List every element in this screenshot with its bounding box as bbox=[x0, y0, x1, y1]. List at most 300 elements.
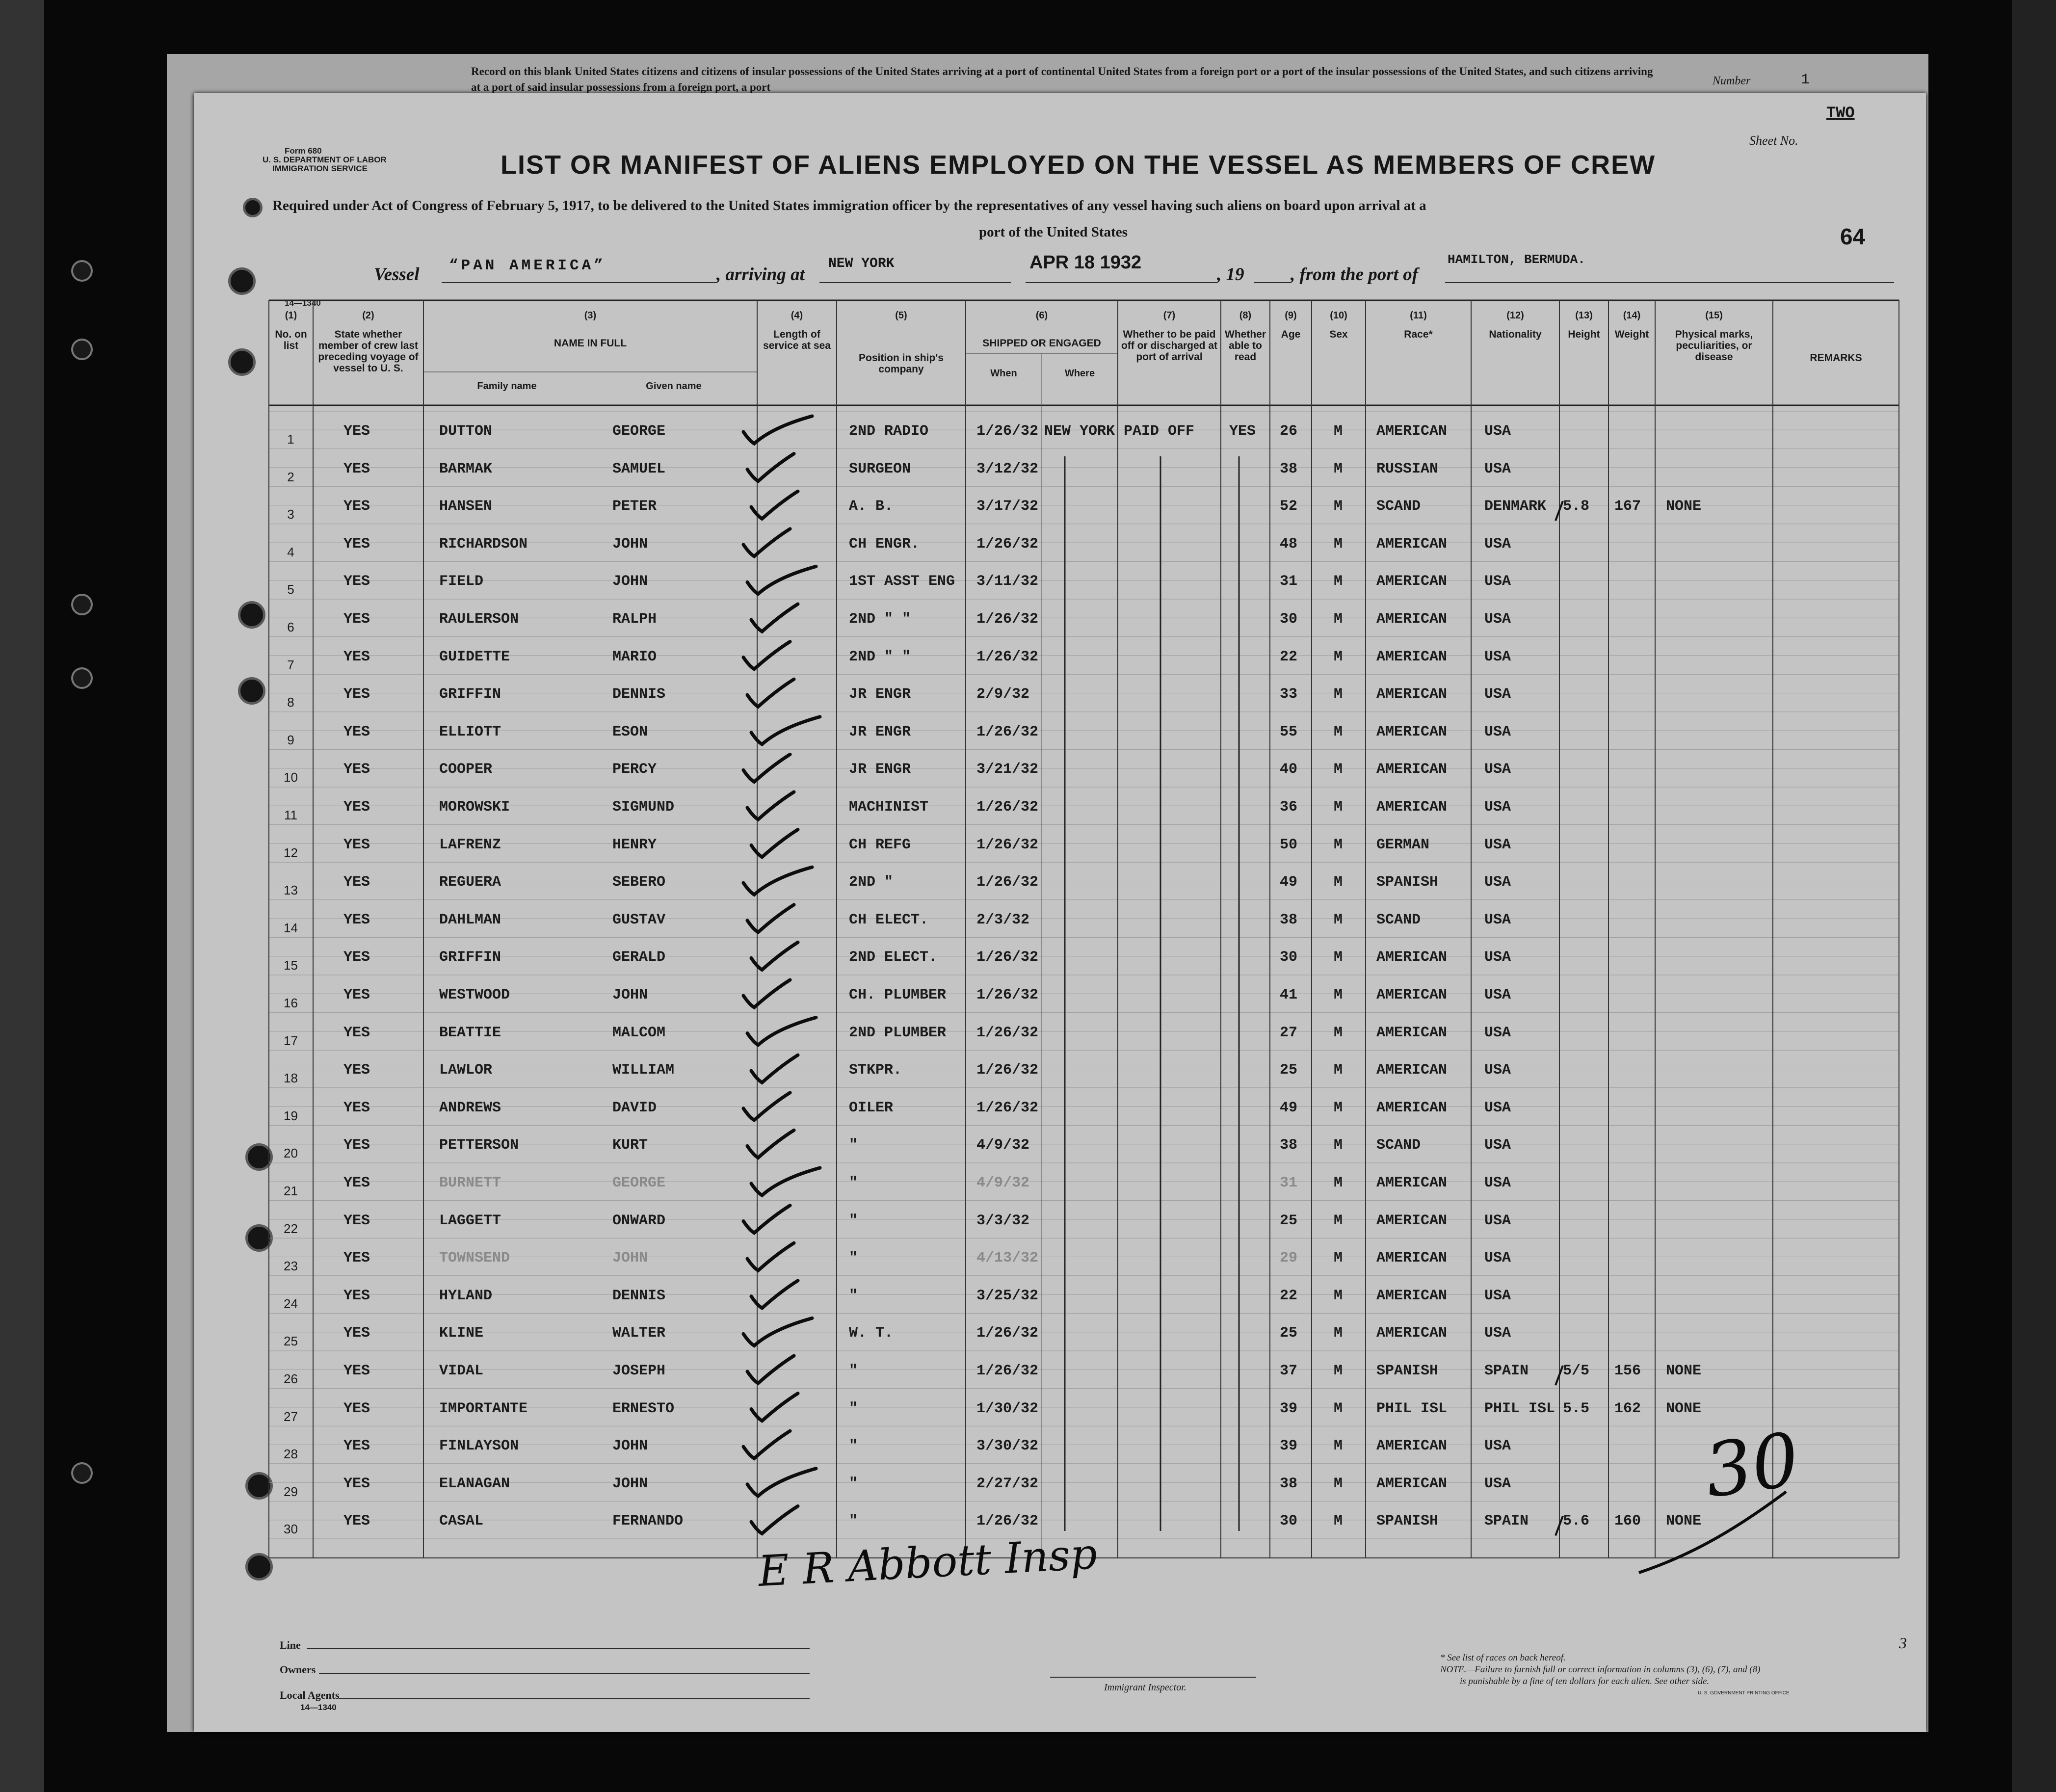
family-name: HANSEN bbox=[439, 498, 493, 515]
given-name: KURT bbox=[612, 1137, 648, 1154]
footer-line-label: Line bbox=[280, 1639, 301, 1651]
sex: M bbox=[1334, 874, 1343, 891]
shipped-when: 3/11/32 bbox=[976, 573, 1039, 590]
column-number: (7) bbox=[1163, 310, 1176, 321]
given-name: ESON bbox=[612, 723, 648, 740]
row-number: 16 bbox=[284, 996, 298, 1010]
row-number: 29 bbox=[284, 1484, 298, 1499]
sex: M bbox=[1334, 1250, 1343, 1267]
given-name: DENNIS bbox=[612, 1287, 666, 1304]
sex: M bbox=[1334, 949, 1343, 966]
nationality: USA bbox=[1484, 1137, 1511, 1154]
column-subheader: Given name bbox=[646, 381, 702, 392]
family-name: MOROWSKI bbox=[439, 799, 510, 816]
given-name: JOHN bbox=[612, 535, 648, 553]
position: 2ND " " bbox=[849, 611, 911, 628]
height: 5.6 bbox=[1563, 1513, 1590, 1530]
shipped-when: 1/26/32 bbox=[976, 987, 1039, 1003]
given-name: HENRY bbox=[612, 836, 657, 853]
shipped-when: 1/26/32 bbox=[976, 1363, 1039, 1379]
nationality: PHIL ISL bbox=[1484, 1400, 1555, 1417]
sex: M bbox=[1334, 911, 1343, 928]
given-name: PERCY bbox=[612, 761, 657, 778]
shipped-when: 1/26/32 bbox=[976, 611, 1039, 628]
from-port-label: , from the port of bbox=[1291, 264, 1419, 285]
nationality: USA bbox=[1484, 799, 1511, 816]
row-number: 8 bbox=[287, 695, 294, 710]
form-code: 14—1340 bbox=[285, 298, 321, 308]
race: AMERICAN bbox=[1376, 686, 1448, 703]
given-name: SIGMUND bbox=[612, 799, 675, 816]
row-number: 5 bbox=[287, 582, 294, 597]
column-number: (4) bbox=[791, 310, 803, 321]
previous-voyage: YES bbox=[343, 1438, 370, 1455]
position: " bbox=[849, 1137, 858, 1154]
age: 39 bbox=[1280, 1400, 1298, 1417]
column-subheader: Family name bbox=[477, 381, 537, 392]
sex: M bbox=[1334, 1062, 1343, 1079]
family-name: VIDAL bbox=[439, 1363, 484, 1379]
previous-voyage: YES bbox=[343, 686, 370, 703]
shipped-when: 3/25/32 bbox=[976, 1287, 1039, 1304]
column-number: (8) bbox=[1239, 310, 1252, 321]
shipped-when: 3/17/32 bbox=[976, 498, 1039, 515]
race: AMERICAN bbox=[1376, 761, 1448, 778]
shipped-when: 1/26/32 bbox=[976, 648, 1039, 665]
family-name: FIELD bbox=[439, 573, 484, 590]
position: CH. PLUMBER bbox=[849, 987, 947, 1003]
age: 31 bbox=[1280, 1175, 1298, 1191]
penalty-note-2: is punishable by a fine of ten dollars for each alien. See other side. bbox=[1460, 1676, 1710, 1687]
row-number: 3 bbox=[287, 507, 294, 522]
race: AMERICAN bbox=[1376, 611, 1448, 628]
sex: M bbox=[1334, 1400, 1343, 1417]
age: 50 bbox=[1280, 836, 1298, 853]
race: AMERICAN bbox=[1376, 1250, 1448, 1267]
age: 48 bbox=[1280, 535, 1298, 553]
position: OILER bbox=[849, 1099, 894, 1116]
sex: M bbox=[1334, 723, 1343, 740]
given-name: JOSEPH bbox=[612, 1363, 666, 1379]
sex: M bbox=[1334, 799, 1343, 816]
sheet-number-label: Sheet No. bbox=[1749, 133, 1798, 148]
back-sheet-number-value: 1 bbox=[1801, 72, 1810, 88]
shipped-when: 1/26/32 bbox=[976, 1099, 1039, 1116]
previous-voyage: YES bbox=[343, 761, 370, 778]
column-number: (14) bbox=[1623, 310, 1641, 321]
position: " bbox=[849, 1250, 858, 1267]
sex: M bbox=[1334, 460, 1343, 477]
row-number: 10 bbox=[284, 770, 298, 785]
race: AMERICAN bbox=[1376, 573, 1448, 590]
footer-owners-label: Owners bbox=[280, 1663, 316, 1676]
age: 29 bbox=[1280, 1250, 1298, 1267]
corner-mark: 3 bbox=[1899, 1634, 1907, 1652]
family-name: DAHLMAN bbox=[439, 911, 501, 928]
previous-voyage: YES bbox=[343, 1250, 370, 1267]
previous-voyage: YES bbox=[343, 1363, 370, 1379]
nationality: USA bbox=[1484, 1212, 1511, 1229]
sex: M bbox=[1334, 1438, 1343, 1455]
row-number: 18 bbox=[284, 1071, 298, 1086]
back-sheet-record-note: Record on this blank United States citizens and citizens of insular possessions of the United States arriving at a port of continental United States from a foreign port or a port of the insular possessions of the United States, and such citizens arriving at a port of said insular possessions from a foreign port, a port bbox=[471, 65, 1653, 93]
shipped-when: 1/30/32 bbox=[976, 1400, 1039, 1417]
previous-voyage: YES bbox=[343, 1024, 370, 1041]
age: 49 bbox=[1280, 874, 1298, 891]
position: MACHINIST bbox=[849, 799, 929, 816]
column-header: Nationality bbox=[1489, 329, 1542, 340]
row-number: 22 bbox=[284, 1221, 298, 1236]
previous-voyage: YES bbox=[343, 1175, 370, 1191]
height: 5/5 bbox=[1563, 1363, 1590, 1379]
age: 30 bbox=[1280, 611, 1298, 628]
row-number: 17 bbox=[284, 1033, 298, 1048]
race: AMERICAN bbox=[1376, 723, 1448, 740]
previous-voyage: YES bbox=[343, 1513, 370, 1530]
paid-off: PAID OFF bbox=[1124, 423, 1195, 440]
family-name: BARMAK bbox=[439, 460, 493, 477]
immigrant-inspector-label: Immigrant Inspector. bbox=[1104, 1682, 1186, 1693]
row-number: 30 bbox=[284, 1522, 298, 1537]
nationality: USA bbox=[1484, 1325, 1511, 1342]
position: 2ND " " bbox=[849, 648, 911, 665]
shipped-when: 3/21/32 bbox=[976, 761, 1039, 778]
race: RUSSIAN bbox=[1376, 460, 1439, 477]
vessel-name: “PAN AMERICA” bbox=[449, 257, 606, 274]
shipped-when: 2/3/32 bbox=[976, 911, 1030, 928]
age: 31 bbox=[1280, 573, 1298, 590]
race: GERMAN bbox=[1376, 836, 1430, 853]
row-number: 7 bbox=[287, 657, 294, 672]
sex: M bbox=[1334, 535, 1343, 553]
shipped-when: 4/9/32 bbox=[976, 1175, 1030, 1191]
previous-voyage: YES bbox=[343, 1099, 370, 1116]
race: AMERICAN bbox=[1376, 1024, 1448, 1041]
nationality: USA bbox=[1484, 911, 1511, 928]
race: AMERICAN bbox=[1376, 799, 1448, 816]
races-note: * See list of races on back hereof. bbox=[1440, 1653, 1566, 1663]
given-name: GUSTAV bbox=[612, 911, 666, 928]
family-name: RICHARDSON bbox=[439, 535, 528, 553]
position: " bbox=[849, 1438, 858, 1455]
given-name: DAVID bbox=[612, 1099, 657, 1116]
position: 1ST ASST ENG bbox=[849, 573, 955, 590]
nationality: USA bbox=[1484, 460, 1511, 477]
given-name: MALCOM bbox=[612, 1024, 666, 1041]
column-header: Whether able to read bbox=[1225, 329, 1266, 363]
family-name: CASAL bbox=[439, 1513, 484, 1530]
sex: M bbox=[1334, 1287, 1343, 1304]
sex: M bbox=[1334, 1513, 1343, 1530]
form-subtitle-2: port of the United States bbox=[979, 224, 1128, 240]
sex: M bbox=[1334, 498, 1343, 515]
previous-voyage: YES bbox=[343, 1475, 370, 1492]
position: JR ENGR bbox=[849, 723, 911, 740]
previous-voyage: YES bbox=[343, 987, 370, 1003]
footer-code: 14—1340 bbox=[300, 1703, 337, 1712]
departure-port: HAMILTON, BERMUDA. bbox=[1448, 252, 1585, 267]
nationality: USA bbox=[1484, 686, 1511, 703]
column-header: Position in ship's company bbox=[858, 352, 944, 375]
age: 40 bbox=[1280, 761, 1298, 778]
age: 38 bbox=[1280, 1475, 1298, 1492]
given-name: WILLIAM bbox=[612, 1062, 675, 1079]
column-number: (10) bbox=[1330, 310, 1347, 321]
footer-agents-label: Local Agents bbox=[280, 1689, 340, 1701]
position: CH ENGR. bbox=[849, 535, 920, 553]
race: AMERICAN bbox=[1376, 1438, 1448, 1455]
nationality: SPAIN bbox=[1484, 1513, 1529, 1530]
shipped-when: 1/26/32 bbox=[976, 949, 1039, 966]
position: 2ND ELECT. bbox=[849, 949, 938, 966]
position: A. B. bbox=[849, 498, 894, 515]
race: AMERICAN bbox=[1376, 949, 1448, 966]
position: " bbox=[849, 1475, 858, 1492]
nationality: USA bbox=[1484, 987, 1511, 1003]
given-name: JOHN bbox=[612, 1438, 648, 1455]
age: 38 bbox=[1280, 1137, 1298, 1154]
column-number: (13) bbox=[1575, 310, 1593, 321]
age: 38 bbox=[1280, 460, 1298, 477]
nationality: USA bbox=[1484, 535, 1511, 553]
sex: M bbox=[1334, 1363, 1343, 1379]
position: 2ND PLUMBER bbox=[849, 1024, 947, 1041]
race: SPANISH bbox=[1376, 874, 1439, 891]
position: JR ENGR bbox=[849, 761, 911, 778]
nationality: USA bbox=[1484, 1062, 1511, 1079]
nationality: USA bbox=[1484, 611, 1511, 628]
page-number: 64 bbox=[1840, 224, 1866, 249]
shipped-when: 3/30/32 bbox=[976, 1438, 1039, 1455]
family-name: FINLAYSON bbox=[439, 1438, 519, 1455]
shipped-when: 4/13/32 bbox=[976, 1250, 1039, 1267]
age: 22 bbox=[1280, 1287, 1298, 1304]
able-to-read: YES bbox=[1229, 423, 1256, 440]
family-name: GRIFFIN bbox=[439, 686, 501, 703]
row-number: 20 bbox=[284, 1146, 298, 1161]
sex: M bbox=[1334, 573, 1343, 590]
nationality: USA bbox=[1484, 573, 1511, 590]
given-name: GEORGE bbox=[612, 1175, 666, 1191]
family-name: DUTTON bbox=[439, 423, 493, 440]
previous-voyage: YES bbox=[343, 611, 370, 628]
row-number: 1 bbox=[287, 432, 294, 447]
shipped-when: 1/26/32 bbox=[976, 723, 1039, 740]
sex: M bbox=[1334, 1475, 1343, 1492]
sex: M bbox=[1334, 611, 1343, 628]
race: AMERICAN bbox=[1376, 1062, 1448, 1079]
row-number: 27 bbox=[284, 1409, 298, 1424]
column-header: Height bbox=[1568, 329, 1600, 340]
shipped-when: 1/26/32 bbox=[976, 1325, 1039, 1342]
family-name: GUIDETTE bbox=[439, 648, 510, 665]
column-subheader: Where bbox=[1064, 368, 1095, 379]
arrival-date-stamp: APR 18 1932 bbox=[1029, 252, 1142, 273]
weight: 156 bbox=[1614, 1363, 1641, 1379]
given-name: JOHN bbox=[612, 987, 648, 1003]
column-subheader: When bbox=[990, 368, 1017, 379]
previous-voyage: YES bbox=[343, 1325, 370, 1342]
race: AMERICAN bbox=[1376, 1212, 1448, 1229]
previous-voyage: YES bbox=[343, 949, 370, 966]
penalty-note: NOTE.—Failure to furnish full or correct information in columns (3), (6), (7), and (8) bbox=[1440, 1664, 1761, 1675]
tally-mark: 30 bbox=[1699, 1417, 1805, 1515]
age: 25 bbox=[1280, 1062, 1298, 1079]
column-header: State whether member of crew last preceding voyage of vessel to U. S. bbox=[318, 329, 419, 374]
previous-voyage: YES bbox=[343, 1212, 370, 1229]
nationality: USA bbox=[1484, 1024, 1511, 1041]
previous-voyage: YES bbox=[343, 573, 370, 590]
shipped-when: 1/26/32 bbox=[976, 535, 1039, 553]
sex: M bbox=[1334, 648, 1343, 665]
row-number: 23 bbox=[284, 1259, 298, 1274]
sex: M bbox=[1334, 423, 1343, 440]
physical-marks: NONE bbox=[1666, 498, 1702, 515]
given-name: ONWARD bbox=[612, 1212, 666, 1229]
family-name: REGUERA bbox=[439, 874, 501, 891]
back-sheet-number-label: Number bbox=[1713, 75, 1751, 87]
given-name: MARIO bbox=[612, 648, 657, 665]
position: W. T. bbox=[849, 1325, 894, 1342]
sex: M bbox=[1334, 761, 1343, 778]
family-name: HYLAND bbox=[439, 1287, 493, 1304]
given-name: DENNIS bbox=[612, 686, 666, 703]
family-name: RAULERSON bbox=[439, 611, 519, 628]
vessel-label: Vessel bbox=[374, 264, 420, 285]
race: AMERICAN bbox=[1376, 648, 1448, 665]
form-subtitle: Required under Act of Congress of February 5, 1917, to be delivered to the United States immigration officer by the representatives of any vessel having such aliens on board upon arrival at a bbox=[272, 198, 1426, 213]
column-header: Weight bbox=[1614, 329, 1649, 340]
nationality: USA bbox=[1484, 1287, 1511, 1304]
year-label: , 19 bbox=[1217, 264, 1244, 285]
previous-voyage: YES bbox=[343, 423, 370, 440]
family-name: COOPER bbox=[439, 761, 493, 778]
previous-voyage: YES bbox=[343, 535, 370, 553]
shipped-when: 1/26/32 bbox=[976, 799, 1039, 816]
age: 52 bbox=[1280, 498, 1298, 515]
previous-voyage: YES bbox=[343, 648, 370, 665]
sex: M bbox=[1334, 1137, 1343, 1154]
race: SCAND bbox=[1376, 1137, 1421, 1154]
nationality: SPAIN bbox=[1484, 1363, 1529, 1379]
shipped-when: 3/3/32 bbox=[976, 1212, 1030, 1229]
race: SCAND bbox=[1376, 498, 1421, 515]
column-number: (12) bbox=[1506, 310, 1524, 321]
column-number: (11) bbox=[1410, 310, 1427, 321]
sex: M bbox=[1334, 836, 1343, 853]
position: " bbox=[849, 1212, 858, 1229]
family-name: LAGGETT bbox=[439, 1212, 501, 1229]
nationality: USA bbox=[1484, 1438, 1511, 1455]
arrival-port: NEW YORK bbox=[828, 256, 895, 271]
column-number: (3) bbox=[584, 310, 597, 321]
column-number: (1) bbox=[285, 310, 297, 321]
age: 30 bbox=[1280, 949, 1298, 966]
row-number: 24 bbox=[284, 1296, 298, 1311]
column-header: Whether to be paid off or discharged at port of arrival bbox=[1121, 329, 1218, 363]
nationality: USA bbox=[1484, 423, 1511, 440]
position: 2ND " bbox=[849, 874, 894, 891]
height: 5.8 bbox=[1563, 498, 1590, 515]
column-header: Length of service at sea bbox=[763, 329, 831, 351]
position: CH ELECT. bbox=[849, 911, 929, 928]
family-name: GRIFFIN bbox=[439, 949, 501, 966]
form-department: U. S. DEPARTMENT OF LABOR bbox=[263, 155, 387, 164]
race: AMERICAN bbox=[1376, 535, 1448, 553]
position: " bbox=[849, 1513, 858, 1530]
column-number: (6) bbox=[1035, 310, 1048, 321]
given-name: PETER bbox=[612, 498, 657, 515]
nationality: USA bbox=[1484, 648, 1511, 665]
previous-voyage: YES bbox=[343, 799, 370, 816]
shipped-when: 1/26/32 bbox=[976, 1062, 1039, 1079]
sheet-number-value: TWO bbox=[1826, 104, 1855, 122]
race: AMERICAN bbox=[1376, 1475, 1448, 1492]
shipped-when: 2/27/32 bbox=[976, 1475, 1039, 1492]
sex: M bbox=[1334, 987, 1343, 1003]
race: PHIL ISL bbox=[1376, 1400, 1448, 1417]
position: CH REFG bbox=[849, 836, 911, 853]
previous-voyage: YES bbox=[343, 1062, 370, 1079]
sex: M bbox=[1334, 1024, 1343, 1041]
sex: M bbox=[1334, 1325, 1343, 1342]
column-header: SHIPPED OR ENGAGED bbox=[982, 338, 1101, 349]
row-number: 13 bbox=[284, 883, 298, 898]
arriving-label: , arriving at bbox=[716, 264, 805, 285]
age: 26 bbox=[1280, 423, 1298, 440]
given-name: JOHN bbox=[612, 573, 648, 590]
weight: 167 bbox=[1614, 498, 1641, 515]
weight: 160 bbox=[1614, 1513, 1641, 1530]
race: SCAND bbox=[1376, 911, 1421, 928]
family-name: LAFRENZ bbox=[439, 836, 501, 853]
column-header: NAME IN FULL bbox=[554, 338, 627, 349]
family-name: PETTERSON bbox=[439, 1137, 519, 1154]
printer-note: U. S. GOVERNMENT PRINTING OFFICE bbox=[1698, 1690, 1790, 1696]
position: " bbox=[849, 1287, 858, 1304]
shipped-when: 3/12/32 bbox=[976, 460, 1039, 477]
row-number: 11 bbox=[284, 808, 297, 822]
nationality: USA bbox=[1484, 836, 1511, 853]
race: AMERICAN bbox=[1376, 1175, 1448, 1191]
previous-voyage: YES bbox=[343, 911, 370, 928]
shipped-when: 1/26/32 bbox=[976, 836, 1039, 853]
family-name: TOWNSEND bbox=[439, 1250, 510, 1267]
family-name: ANDREWS bbox=[439, 1099, 501, 1116]
shipped-when: 1/26/32 bbox=[976, 1024, 1039, 1041]
form-service: IMMIGRATION SERVICE bbox=[272, 164, 368, 173]
age: 37 bbox=[1280, 1363, 1298, 1379]
column-number: (9) bbox=[1285, 310, 1297, 321]
race: AMERICAN bbox=[1376, 423, 1448, 440]
column-header: REMARKS bbox=[1810, 352, 1862, 364]
row-number: 19 bbox=[284, 1108, 298, 1123]
family-name: BURNETT bbox=[439, 1175, 501, 1191]
nationality: USA bbox=[1484, 874, 1511, 891]
given-name: GERALD bbox=[612, 949, 666, 966]
nationality: DENMARK bbox=[1484, 498, 1547, 515]
row-number: 25 bbox=[284, 1334, 298, 1349]
shipped-when: 4/9/32 bbox=[976, 1137, 1030, 1154]
age: 49 bbox=[1280, 1099, 1298, 1116]
row-number: 9 bbox=[287, 732, 294, 747]
shipped-when: 1/26/32 bbox=[976, 423, 1039, 440]
nationality: USA bbox=[1484, 949, 1511, 966]
race: AMERICAN bbox=[1376, 1287, 1448, 1304]
given-name: JOHN bbox=[612, 1250, 648, 1267]
age: 55 bbox=[1280, 723, 1298, 740]
race: AMERICAN bbox=[1376, 987, 1448, 1003]
